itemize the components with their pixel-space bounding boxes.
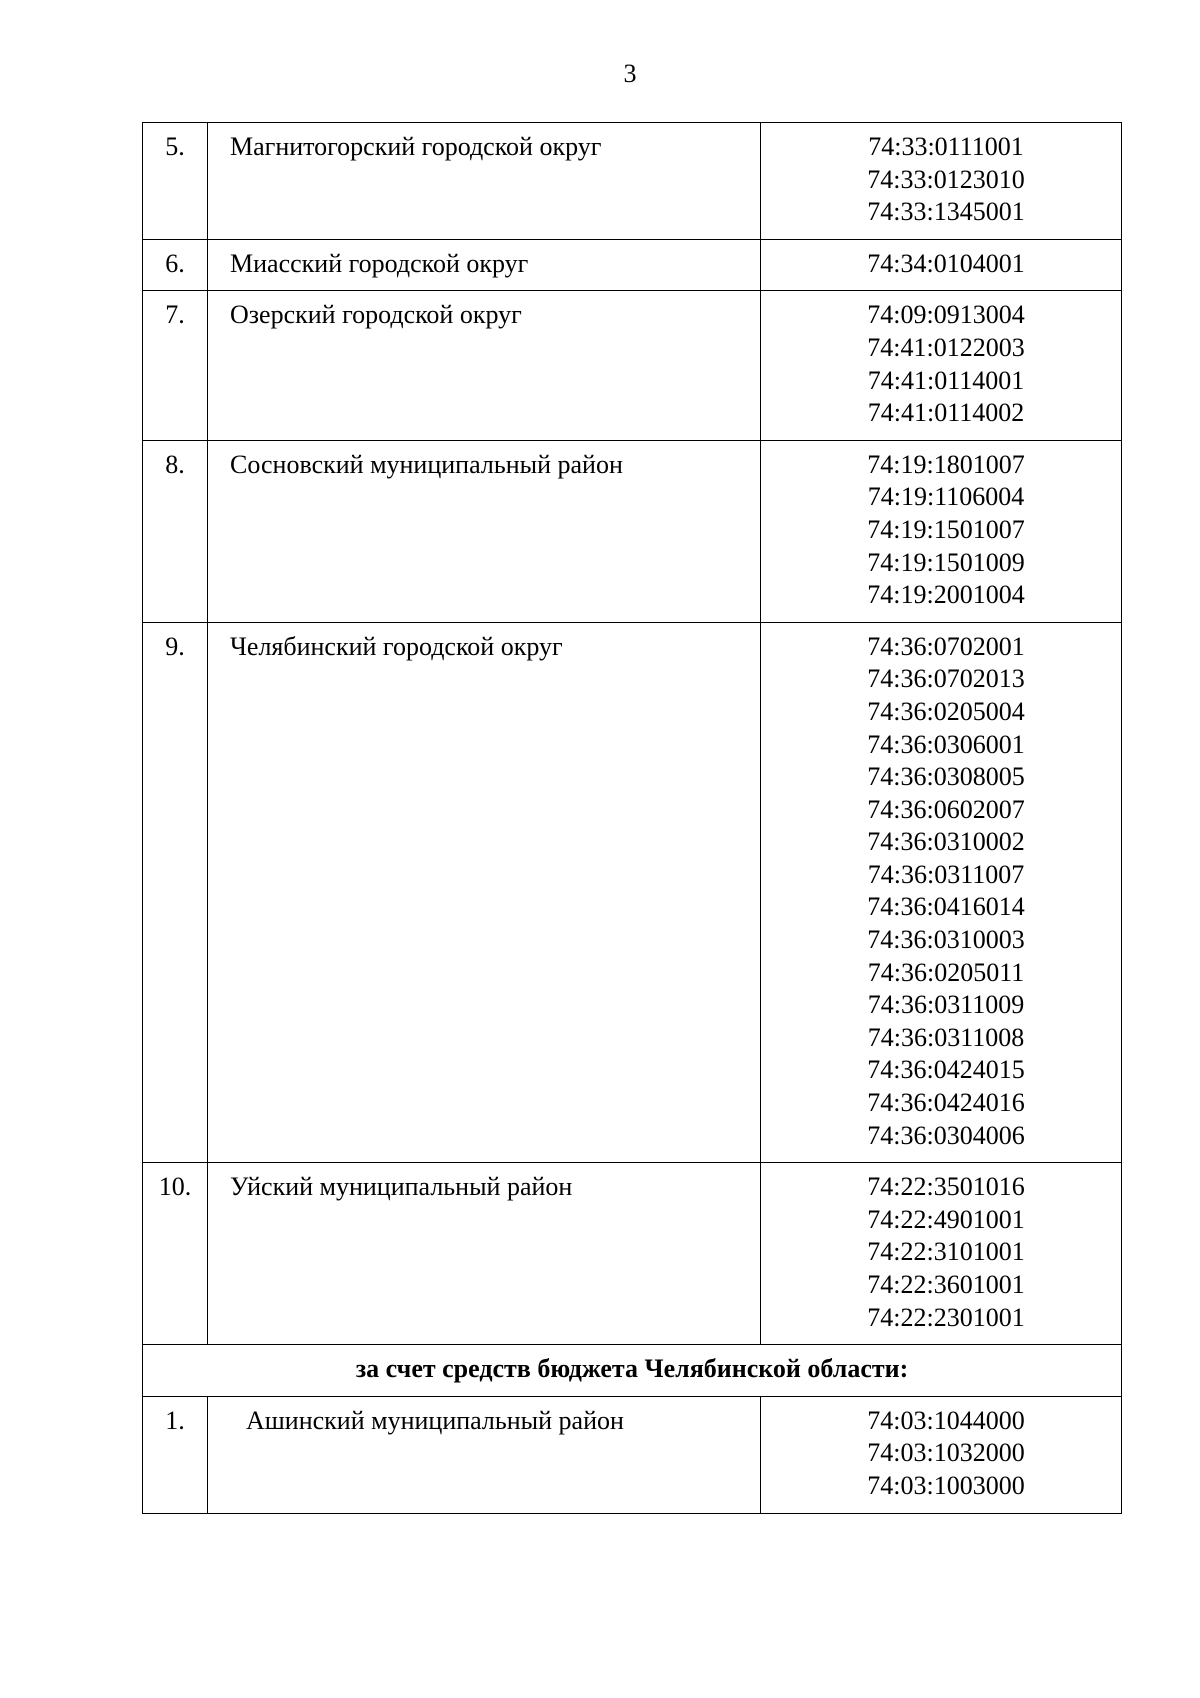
cadastral-code: 74:22:3601001 xyxy=(867,1270,1025,1299)
cadastral-code: 74:09:0913004 xyxy=(867,300,1025,330)
cadastral-code: 74:36:0306001 xyxy=(867,729,1025,759)
cadastral-code: 74:36:0205004 xyxy=(867,696,1025,726)
cadastral-codes-cell xyxy=(761,440,1122,622)
table-body xyxy=(143,123,1122,1514)
row-number: 9. xyxy=(143,622,208,1163)
cadastral-code: 74:36:0424016 xyxy=(867,1088,1025,1118)
municipality-name: Челябинский городской округ xyxy=(208,622,761,1163)
cadastral-codes-cell xyxy=(761,622,1122,1163)
cadastral-code: 74:41:0114002 xyxy=(867,398,1025,428)
table-row xyxy=(143,1396,1122,1513)
cadastral-code: 74:36:0205011 xyxy=(867,957,1025,987)
cadastral-code: 74:36:0311007 xyxy=(867,859,1025,889)
cadastral-code: 74:22:2301001 xyxy=(867,1302,1025,1332)
cadastral-code: 74:22:4901001 xyxy=(867,1204,1025,1234)
cadastral-code: 74:19:1501009 xyxy=(867,547,1025,577)
cadastral-codes-cell xyxy=(761,291,1122,440)
row-number: 5. xyxy=(143,123,208,240)
cadastral-code: 74:33:1345001 xyxy=(867,197,1025,227)
cadastral-codes-cell xyxy=(761,1163,1122,1345)
cadastral-code: 74:19:2001004 xyxy=(867,580,1025,610)
municipality-name: Озерский городской округ xyxy=(208,291,761,440)
cadastral-code: 74:41:0122003 xyxy=(867,332,1025,362)
cadastral-code: 74:36:0311008 xyxy=(867,1022,1025,1052)
cadastral-code: 74:36:0310002 xyxy=(867,827,1025,857)
cadastral-code: 74:19:1106004 xyxy=(867,482,1025,512)
table-row xyxy=(143,239,1122,291)
row-number: 7. xyxy=(143,291,208,440)
cadastral-code: 74:36:0311009 xyxy=(867,990,1025,1020)
cadastral-code: 74:36:0308005 xyxy=(867,762,1025,792)
row-number: 6. xyxy=(143,239,208,291)
section-row xyxy=(143,1345,1122,1397)
cadastral-codes-cell xyxy=(761,123,1122,240)
table-row xyxy=(143,1163,1122,1345)
cadastral-code: 74:19:1801007 xyxy=(867,449,1025,479)
cadastral-code: 74:36:0702001 xyxy=(867,631,1025,661)
cadastral-code: 74:22:3101001 xyxy=(867,1237,1025,1267)
municipality-name: Миасский городской округ xyxy=(208,239,761,291)
municipality-name: Уйский муниципальный район xyxy=(208,1163,761,1345)
cadastral-code: 74:03:1044000 xyxy=(867,1405,1025,1435)
cadastral-code: 74:36:0310003 xyxy=(867,925,1025,955)
cadastral-code: 74:36:0702013 xyxy=(867,664,1025,694)
cadastral-code: 74:36:0602007 xyxy=(867,794,1025,824)
row-number: 10. xyxy=(143,1163,208,1345)
row-number: 8. xyxy=(143,440,208,622)
municipality-name: Ашинский муниципальный район xyxy=(208,1396,761,1513)
cadastral-code: 74:36:0304006 xyxy=(867,1120,1025,1150)
table-row xyxy=(143,622,1122,1163)
cadastral-code: 74:22:3501016 xyxy=(867,1172,1025,1202)
table-row xyxy=(143,291,1122,440)
table-row xyxy=(143,440,1122,622)
cadastral-code: 74:33:0123010 xyxy=(867,164,1025,194)
table-row xyxy=(143,123,1122,240)
row-number: 1. xyxy=(143,1396,208,1513)
cadastral-codes-cell xyxy=(761,239,1122,291)
cadastral-code: 74:41:0114001 xyxy=(867,365,1025,395)
cadastral-code: 74:33:0111001 xyxy=(868,132,1024,161)
cadastral-blocks-table xyxy=(142,122,1122,1514)
cadastral-code: 74:03:1003000 xyxy=(867,1470,1025,1500)
cadastral-code: 74:19:1501007 xyxy=(867,514,1025,544)
cadastral-codes-cell xyxy=(761,1396,1122,1513)
cadastral-code: 74:34:0104001 xyxy=(867,248,1025,278)
cadastral-code: 74:36:0424015 xyxy=(867,1055,1025,1085)
cadastral-code: 74:36:0416014 xyxy=(867,892,1025,922)
page-number: 3 xyxy=(623,59,637,88)
municipality-name: Сосновский муниципальный район xyxy=(208,440,761,622)
section-heading: за счет средств бюджета Челябинской области: xyxy=(143,1345,1122,1397)
municipality-name: Магнитогорский городской округ xyxy=(208,123,761,240)
cadastral-code: 74:03:1032000 xyxy=(867,1438,1025,1468)
